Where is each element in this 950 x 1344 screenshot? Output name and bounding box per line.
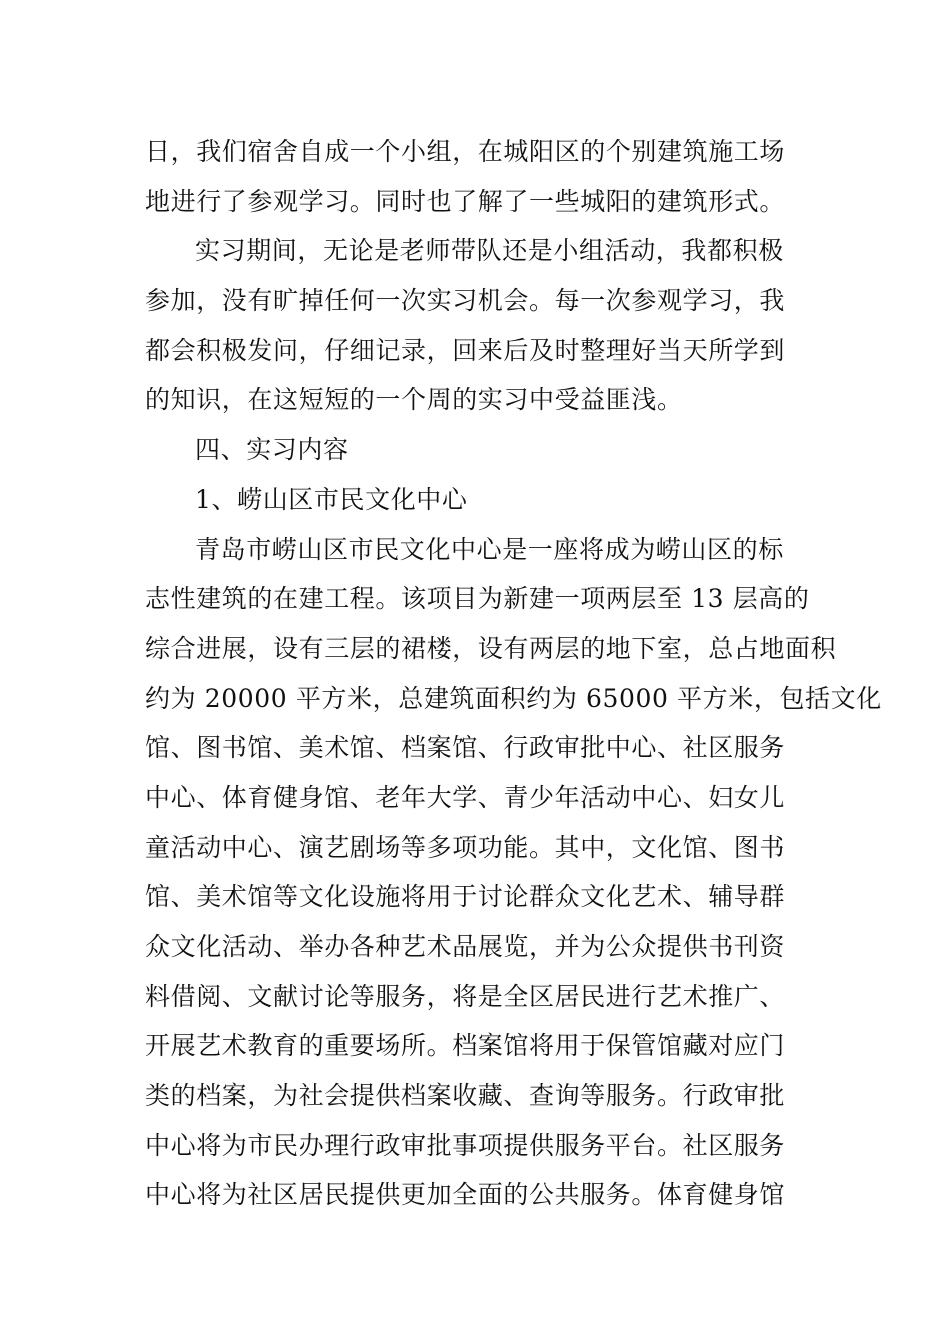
text-line-12: 约为 20000 平方米，总建筑面积约为 65000 平方米，包括文化 xyxy=(145,683,882,713)
text-line-19: 开展艺术教育的重要场所。档案馆将用于保管馆藏对应门 xyxy=(145,1031,786,1061)
text-line-10: 志性建筑的在建工程。该项目为新建一项两层至 13 层高的 xyxy=(145,584,810,614)
text-line-4: 参加，没有旷掉任何一次实习机会。每一次参观学习，我 xyxy=(145,286,786,316)
text-line-2: 地进行了参观学习。同时也了解了一些城阳的建筑形式。 xyxy=(145,186,786,216)
text-line-20: 类的档案，为社会提供档案收藏、查询等服务。行政审批 xyxy=(145,1081,786,1111)
text-line-6: 的知识，在这短短的一个周的实习中受益匪浅。 xyxy=(145,385,683,415)
text-line-17: 众文化活动、举办各种艺术品展览，并为公众提供书刊资 xyxy=(145,932,786,961)
text-line-11: 综合进展，设有三层的裙楼，设有两层的地下室，总占地面积 xyxy=(145,633,837,663)
document-body xyxy=(145,127,882,1220)
text-line-1: 日，我们宿舍自成一个小组，在城阳区的个别建筑施工场 xyxy=(145,137,786,166)
text-line-16: 馆、美术馆等文化设施将用于讨论群众文化艺术、辅导群 xyxy=(145,882,786,912)
text-line-9: 青岛市崂山区市民文化中心是一座将成为崂山区的标 xyxy=(195,534,784,564)
text-line-3: 实习期间，无论是老师带队还是小组活动，我都积极 xyxy=(195,236,784,266)
text-line-18: 料借阅、文献讨论等服务，将是全区居民进行艺术推广、 xyxy=(145,981,786,1011)
text-line-14: 中心、体育健身馆、老年大学、青少年活动中心、妇女儿 xyxy=(145,782,786,812)
section-heading: 四、实习内容 xyxy=(195,435,349,465)
text-line-13: 馆、图书馆、美术馆、档案馆、行政审批中心、社区服务 xyxy=(145,733,786,763)
subsection-heading: 1、崂山区市民文化中心 xyxy=(195,484,468,514)
text-line-22: 中心将为社区居民提供更加全面的公共服务。体育健身馆 xyxy=(145,1180,786,1210)
text-line-21: 中心将为市民办理行政审批事项提供服务平台。社区服务 xyxy=(145,1130,786,1160)
text-line-15: 童活动中心、演艺剧场等多项功能。其中，文化馆、图书 xyxy=(145,832,786,862)
text-line-5: 都会积极发问，仔细记录，回来后及时整理好当天所学到 xyxy=(145,335,786,365)
